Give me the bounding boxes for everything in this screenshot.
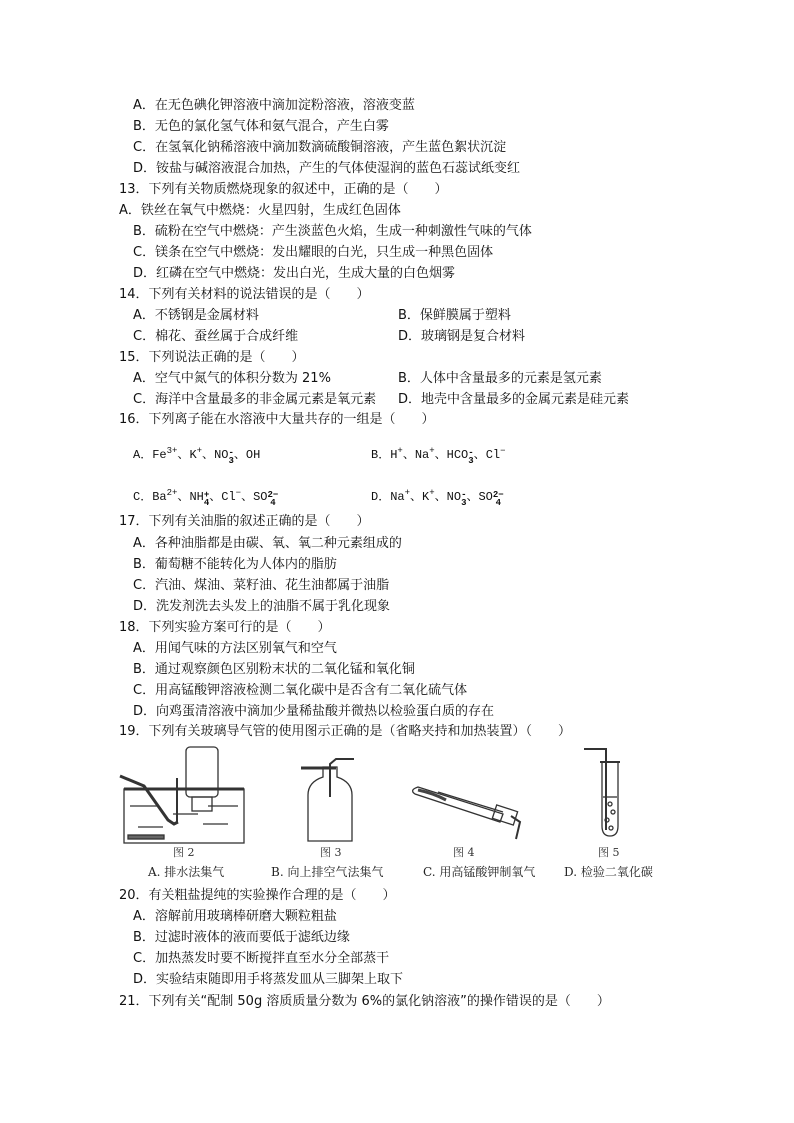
q17-option-a: A．各种油脂都是由碳、氧、氧二种元素组成的 bbox=[133, 536, 402, 551]
q15-stem: 15．下列说法正确的是（ ） bbox=[119, 350, 305, 365]
separator: 、 bbox=[434, 490, 447, 504]
q17-option-b: B．葡萄糖不能转化为人体内的脂肪 bbox=[133, 557, 337, 572]
q21-stem: 21．下列有关“配制 50g 溶质质量分数为 6%的氯化钠溶液”的操作错误的是（ ） bbox=[119, 994, 610, 1009]
figure-label-5: 图 5 bbox=[598, 846, 620, 859]
gas-bottle-apparatus bbox=[301, 759, 354, 841]
ion: HCO- 3 bbox=[446, 448, 474, 466]
separator: 、 bbox=[241, 490, 254, 504]
q20-option-d: D．实验结束随即用手将蒸发皿从三脚架上取下 bbox=[133, 972, 404, 987]
q15-option-a: A．空气中氮气的体积分数为 21% bbox=[133, 371, 331, 386]
separator: 、 bbox=[402, 448, 415, 462]
q14-option-c: C．棉花、蚕丝属于合成纤维 bbox=[133, 329, 299, 344]
q17-option-c: C．汽油、煤油、菜籽油、花生油都属于油脂 bbox=[133, 578, 390, 593]
option-label: C． bbox=[133, 490, 153, 504]
water-trough-apparatus bbox=[120, 747, 244, 843]
q20-stem: 20．有关粗盐提纯的实验操作合理的是（ ） bbox=[119, 888, 396, 903]
q16-stem: 16．下列离子能在水溶液中大量共存的一组是（ ） bbox=[119, 412, 435, 427]
apparatus-illustrations bbox=[118, 742, 642, 852]
separator: 、 bbox=[177, 490, 190, 504]
ion: K+ bbox=[189, 446, 203, 462]
q18-option-b: B．通过观察颜色区别粉末状的二氧化锰和氧化铜 bbox=[133, 662, 415, 677]
q15-option-b: B．人体中含量最多的元素是氢元素 bbox=[398, 371, 602, 386]
q20-option-a: A．溶解前用玻璃棒研磨大颗粒粗盐 bbox=[133, 909, 337, 924]
q13-option-c: C．镁条在空气中燃烧：发出耀眼的白光，只生成一种黑色固体 bbox=[133, 245, 494, 260]
q14-option-d: D．玻璃钢是复合材料 bbox=[398, 329, 526, 344]
q18-option-d: D．向鸡蛋清溶液中滴加少量稀盐酸并微热以检验蛋白质的存在 bbox=[133, 704, 495, 719]
figure-caption-c: C. 用高锰酸钾制氧气 bbox=[423, 865, 536, 879]
option-label: B． bbox=[371, 448, 391, 462]
separator: 、 bbox=[233, 448, 246, 462]
option-label: D． bbox=[371, 490, 391, 504]
ion: K+ bbox=[422, 488, 435, 504]
q14-option-b: B．保鲜膜属于塑料 bbox=[398, 308, 511, 323]
option-label: A． bbox=[133, 448, 153, 462]
ion: H+ bbox=[390, 446, 403, 462]
q13-option-d: D．红磷在空气中燃烧：发出白光，生成大量的白色烟雾 bbox=[133, 266, 456, 281]
q19-stem: 19．下列有关玻璃导气管的使用图示正确的是（省略夹持和加热装置）（ ） bbox=[119, 724, 572, 739]
q15-option-d: D．地壳中含量最多的金属元素是硅元素 bbox=[398, 392, 630, 407]
figure-caption-d: D. 检验二氧化碳 bbox=[564, 865, 653, 879]
q16-option-c bbox=[133, 485, 278, 507]
q18-option-a: A．用闻气味的方法区别氧气和空气 bbox=[133, 641, 337, 656]
ion: OH bbox=[245, 448, 261, 462]
q20-option-c: C．加热蒸发时要不断搅拌直至水分全部蒸干 bbox=[133, 951, 390, 966]
q19-figure bbox=[118, 742, 653, 882]
test-tube-bubbling-apparatus bbox=[584, 749, 620, 836]
ion: Na+ bbox=[390, 488, 411, 504]
q12-option-a: A．在无色碘化钾溶液中滴加淀粉溶液，溶液变蓝 bbox=[133, 98, 415, 113]
ion: NO- 3 bbox=[446, 490, 467, 508]
q17-stem: 17．下列有关油脂的叙述正确的是（ ） bbox=[119, 514, 370, 529]
separator: 、 bbox=[410, 490, 423, 504]
test-tube-heating-apparatus bbox=[413, 787, 520, 839]
q16-option-b bbox=[371, 443, 506, 465]
separator: 、 bbox=[466, 490, 479, 504]
ion: $Ba^{2+}$ bbox=[152, 488, 178, 504]
q16-option-d bbox=[371, 485, 504, 507]
q16-option-a bbox=[133, 443, 260, 465]
q17-option-d: D．洗发剂洗去头发上的油脂不属于乳化现象 bbox=[133, 599, 391, 614]
separator: 、 bbox=[202, 448, 215, 462]
q14-stem: 14．下列有关材料的说法错误的是（ ） bbox=[119, 287, 370, 302]
separator: 、 bbox=[473, 448, 486, 462]
figure-caption-a: A. 排水法集气 bbox=[148, 865, 225, 879]
ion: Na+ bbox=[414, 446, 435, 462]
q12-option-b: B．无色的氯化氢气体和氨气混合，产生白雾 bbox=[133, 119, 389, 134]
ion: NO- 3 bbox=[214, 448, 234, 466]
separator: 、 bbox=[209, 490, 222, 504]
figure-label-3: 图 3 bbox=[320, 846, 342, 859]
separator: 、 bbox=[434, 448, 447, 462]
q13-option-b: B．硫粉在空气中燃烧：产生淡蓝色火焰，生成一种刺激性气味的气体 bbox=[133, 224, 532, 239]
q12-option-c: C．在氢氧化钠稀溶液中滴加数滴硫酸铜溶液，产生蓝色絮状沉淀 bbox=[133, 140, 507, 155]
q18-stem: 18．下列实验方案可行的是（ ） bbox=[119, 620, 331, 635]
ion: NH+ 4 bbox=[189, 490, 210, 508]
q13-option-a: A．铁丝在氧气中燃烧：火星四射，生成红色固体 bbox=[119, 203, 401, 218]
ion: SO2− 4 bbox=[478, 490, 504, 508]
q15-option-c: C．海洋中含量最多的非金属元素是氧元素 bbox=[133, 392, 377, 407]
q13-stem: 13．下列有关物质燃烧现象的叙述中，正确的是（ ） bbox=[119, 182, 448, 197]
figure-label-2: 图 2 bbox=[173, 846, 195, 859]
q12-option-d: D．铵盐与碱溶液混合加热，产生的气体使湿润的蓝色石蕊试纸变红 bbox=[133, 161, 521, 176]
q14-option-a: A．不锈钢是金属材料 bbox=[133, 308, 259, 323]
ion: Cl− bbox=[485, 446, 506, 462]
figure-caption-b: B. 向上排空气法集气 bbox=[271, 865, 384, 879]
q18-option-c: C．用高锰酸钾溶液检测二氧化碳中是否含有二氧化硫气体 bbox=[133, 683, 468, 698]
ion: $Fe^{3+}$ bbox=[152, 446, 178, 462]
figure-label-4: 图 4 bbox=[453, 846, 475, 859]
separator: 、 bbox=[177, 448, 190, 462]
ion: Cl− bbox=[221, 488, 242, 504]
ion: SO2− 4 bbox=[253, 490, 279, 508]
q20-option-b: B．过滤时液体的液而要低于滤纸边缘 bbox=[133, 930, 350, 945]
